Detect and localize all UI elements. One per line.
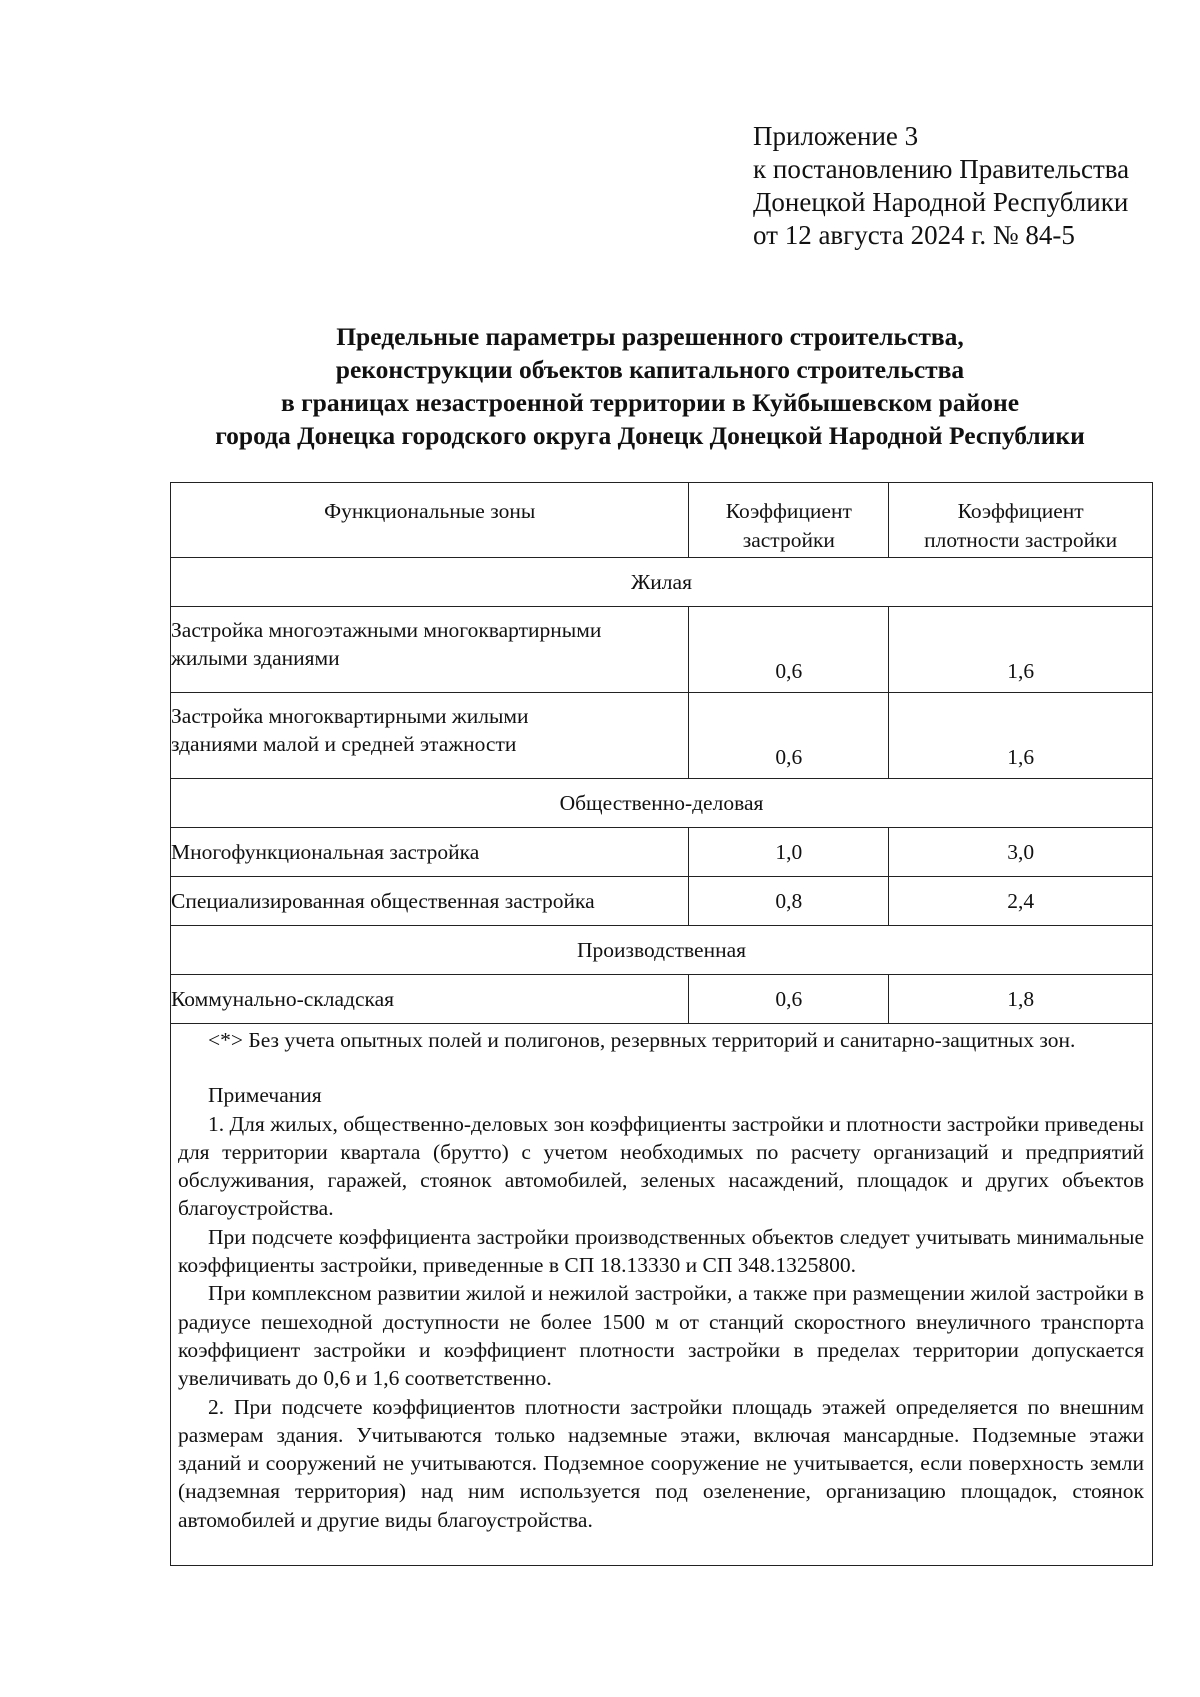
header-zones: Функциональные зоны <box>171 483 689 558</box>
row-density-coefficient: 1,8 <box>889 975 1153 1024</box>
note-paragraph: При комплексном развитии жилой и нежилой застройки, а также при размещении жилой застройки в радиусе пешеходной доступности не более 1500 м от станций скоростного внеуличного транспорта коэффициент застройки и коэффициент плотности застройки в пределах территории допускается увеличивать до 0,6 и 1,6 соответственно. <box>178 1281 1144 1391</box>
table-row <box>171 607 1153 693</box>
zone-title: Производственная <box>171 926 1153 975</box>
title-line: реконструкции объектов капитального строительства <box>335 355 965 384</box>
header-building-coefficient: Коэффициент застройки <box>689 483 889 558</box>
table-row <box>171 877 1153 926</box>
row-building-coefficient: 0,6 <box>689 975 889 1024</box>
table-header-row <box>171 483 1153 558</box>
row-building-coefficient: 0,8 <box>689 877 889 926</box>
table-row <box>171 693 1153 779</box>
row-building-coefficient: 0,6 <box>689 693 889 779</box>
row-name: Застройка многоэтажными многоквартирными жилыми зданиями <box>171 607 689 693</box>
row-building-coefficient: 1,0 <box>689 828 889 877</box>
row-density-coefficient: 1,6 <box>889 607 1153 693</box>
parameters-table <box>170 482 1153 1024</box>
document-title <box>150 320 1150 452</box>
appendix-line: от 12 августа 2024 г. № 84-5 <box>753 220 1075 250</box>
row-building-coefficient: 0,6 <box>689 607 889 693</box>
row-density-coefficient: 1,6 <box>889 693 1153 779</box>
table-row <box>171 975 1153 1024</box>
appendix-line: к постановлению Правительства <box>753 154 1130 184</box>
row-name: Застройка многоквартирными жилыми зданиями малой и средней этажности <box>171 693 689 779</box>
appendix-line: Донецкой Народной Республики <box>753 187 1129 217</box>
title-line: в границах незастроенной территории в Куйбышевском районе <box>280 388 1020 417</box>
row-density-coefficient: 2,4 <box>889 877 1153 926</box>
zone-row <box>171 926 1153 975</box>
zone-title: Жилая <box>171 558 1153 607</box>
note-paragraph: 1. Для жилых, общественно-деловых зон коэффициенты застройки и плотности застройки приведены для территории квартала (брутто) с учетом необходимых по расчету организаций и предприятий обслуживания, гаражей, стоянок автомобилей, зеленых насаждений, площадок и других объектов благоустройства. <box>178 1111 1144 1221</box>
appendix-block <box>753 120 1129 252</box>
notes-section <box>178 1026 1144 1534</box>
zone-title: Общественно-деловая <box>171 779 1153 828</box>
row-density-coefficient: 3,0 <box>889 828 1153 877</box>
row-name: Специализированная общественная застройка <box>171 877 689 926</box>
notes-heading: Примечания <box>208 1083 322 1108</box>
note-paragraph: 2. При подсчете коэффициентов плотности застройки площадь этажей определяется по внешним размерам здания. Учитываются только надземные этажи, включая мансардные. Подземные этажи зданий и сооружений не учитываются. Подземное сооружение не учитывается, если поверхность земли (надземная территория) над ним используется под озеленение, организацию площадок, стоянок автомобилей и другие виды благоустройства. <box>178 1394 1144 1532</box>
row-name: Многофункциональная застройка <box>171 828 689 877</box>
header-density-coefficient: Коэффициент плотности застройки <box>889 483 1153 558</box>
zone-row <box>171 779 1153 828</box>
note-paragraph: При подсчете коэффициента застройки производственных объектов следует учитывать минимальные коэффициенты застройки, приведенные в СП 18.13330 и СП 348.1325800. <box>178 1224 1144 1278</box>
zone-row <box>171 558 1153 607</box>
title-line: города Донецка городского округа Донецк Донецкой Народной Республики <box>215 421 1085 450</box>
footnote: <*> Без учета опытных полей и полигонов, резервных территорий и санитарно-защитных зон. <box>208 1028 1076 1052</box>
row-name: Коммунально-складская <box>171 975 689 1024</box>
title-line: Предельные параметры разрешенного строительства, <box>336 322 964 351</box>
table-row <box>171 828 1153 877</box>
appendix-line: Приложение 3 <box>753 121 919 151</box>
